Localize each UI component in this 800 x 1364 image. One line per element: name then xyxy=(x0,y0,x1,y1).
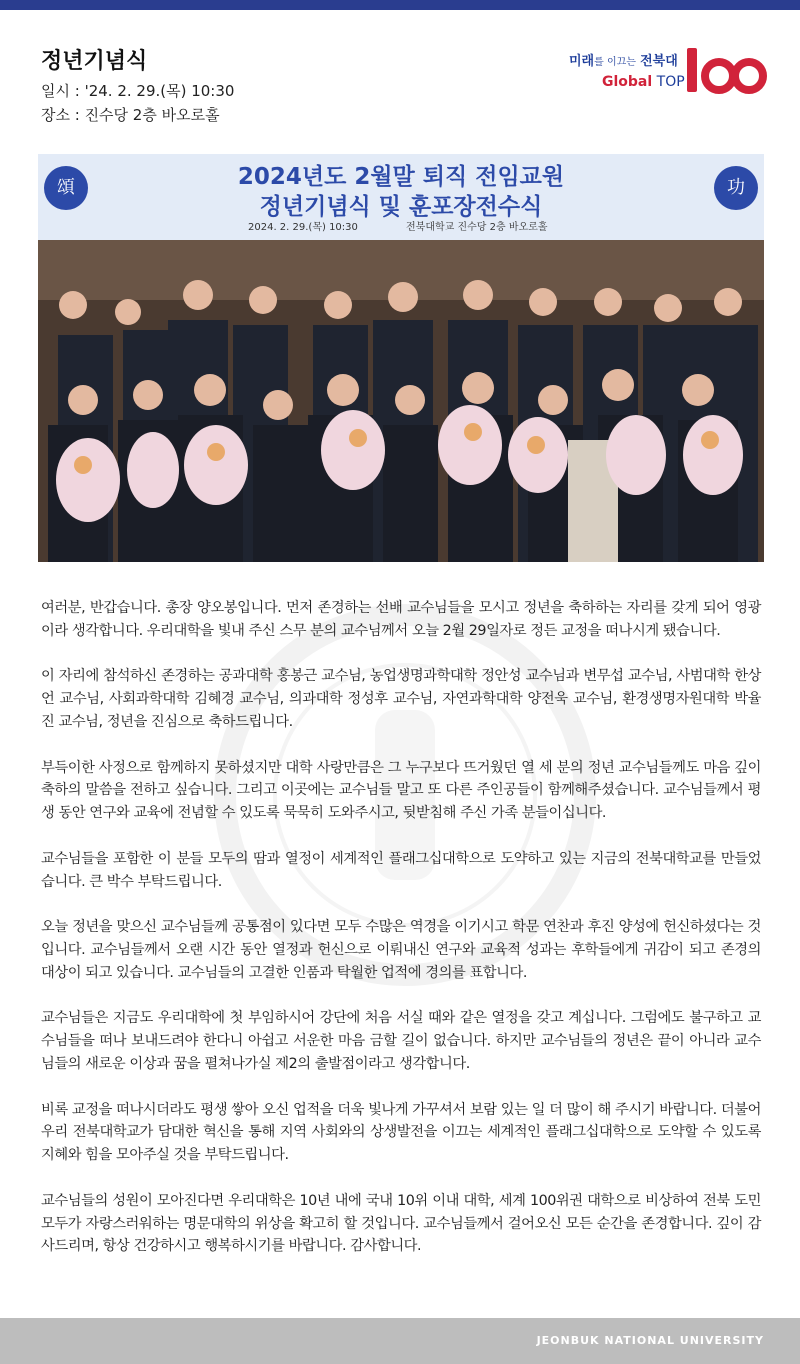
logo-slogan xyxy=(569,50,678,69)
group-photo-people xyxy=(38,240,764,562)
global-top100-logo xyxy=(565,44,765,96)
footer-university-name: JEONBUK NATIONAL UNIVERSITY xyxy=(536,1334,764,1347)
logo-global-top xyxy=(602,74,685,90)
logo-100-mark xyxy=(685,44,767,96)
seal-right-icon: 功 xyxy=(714,166,758,210)
banner-title-line2: 정년기념식 및 훈포장전수식 xyxy=(259,194,543,220)
event-place: 장소 : 진수당 2층 바오로홀 xyxy=(41,106,220,124)
speech-paragraph: 교수님들은 지금도 우리대학에 첫 부임하시어 강단에 처음 서실 때와 같은 열정을 갖고 계십니다. 그럼에도 불구하고 교수님들을 떠나 보내드려야 한다니 아쉽고 서운한 마음 금할 길이 없습니다. 하지만 교수님들의 정년은 끝이 아니라 교수님들의 새로운 이상과 꿈을 펼쳐나가실 제2의 출발점이라고 생각합니다. xyxy=(41,1010,761,1072)
speech-paragraph: 교수님들을 포함한 이 분들 모두의 땀과 열정이 세계적인 플래그십대학으로 도약하고 있는 지금의 전북대학교를 만들었습니다. 큰 박수 부탁드립니다. xyxy=(41,850,761,890)
page-title: 정년기념식 xyxy=(41,49,148,74)
banner-place: 전북대학교 진수당 2층 바오로홀 xyxy=(406,222,548,233)
ceremony-photo xyxy=(38,154,764,562)
top-accent-bar xyxy=(0,0,800,10)
event-date: 일시 : '24. 2. 29.(목) 10:30 xyxy=(41,82,235,100)
banner-title-line1: 2024년도 2월말 퇴직 전임교원 xyxy=(237,164,565,190)
banner-date: 2024. 2. 29.(목) 10:30 xyxy=(248,222,358,233)
speech-paragraph: 이 자리에 참석하신 존경하는 공과대학 홍봉근 교수님, 농업생명과학대학 정안성 교수님과 변무섭 교수님, 사범대학 한상언 교수님, 사회과학대학 김혜경 교수님, 의과대학 정성후 교수님, 자연과학대학 양전욱 교수님, 환경생명자원대학 박율진 교수님, 정년을 진심으로 축하드립니다. xyxy=(41,668,761,730)
logo-global: Global xyxy=(602,74,653,90)
speech-paragraph: 부득이한 사정으로 함께하지 못하셨지만 대학 사랑만큼은 그 누구보다 뜨거웠던 열 세 분의 정년 교수님들께도 마음 깊이 축하의 말씀을 전하고 싶습니다. 그리고 이곳에는 교수님들 말고 또 다른 주인공들이 함께해주셨습니다. 교수님들께서 평생 동안 연구와 교육에 전념할 수 있도록 묵묵히 도와주시고, 뒷받침해 주신 가족 분들이십니다. xyxy=(41,759,761,822)
seal-left-icon: 頌 xyxy=(44,166,88,210)
speech-paragraph: 교수님들의 성원이 모아진다면 우리대학은 10년 내에 국내 10위 이내 대학, 세계 100위권 대학으로 비상하여 전북 도민 모두가 자랑스러워하는 명문대학의 위상을 확고히 할 것입니다. 교수님들께서 걸어오신 모든 순간을 존경합니다. 깊이 감사드리며, 항상 건강하시고 행복하시기를 바랍니다. 감사합니다. xyxy=(41,1192,761,1255)
speech-paragraph: 여러분, 반갑습니다. 총장 양오봉입니다. 먼저 존경하는 선배 교수님들을 모시고 정년을 축하하는 자리를 갖게 되어 영광이라 생각합니다. 우리대학을 빛내 주신 스무 분의 교수님께서 오늘 2월 29일자로 정든 교정을 떠나시게 됐습니다. xyxy=(41,600,761,639)
speech-paragraph: 오늘 정년을 맞으신 교수님들께 공통점이 있다면 모두 수많은 역경을 이기시고 학문 연찬과 후진 양성에 헌신하셨다는 것입니다. 교수님들께서 오랜 시간 동안 열정과 헌신으로 이뤄내신 연구와 교육적 성과는 후학들에게 귀감이 되고 존경의 대상이 되고 있습니다. 교수님들의 고결한 인품과 탁월한 업적에 경의를 표합니다. xyxy=(41,919,761,981)
footer-bar xyxy=(0,1318,800,1364)
event-banner xyxy=(38,154,764,240)
logo-slogan-leading: 를 이끄는 xyxy=(594,57,636,68)
speech-body xyxy=(41,597,761,1281)
speech-paragraph: 비록 교정을 떠나시더라도 평생 쌓아 오신 업적을 더욱 빛나게 가꾸셔서 보람 있는 일 더 많이 해 주시기 바랍니다. 더불어 우리 전북대학교가 담대한 혁신을 통해 지역 사회와의 상생발전을 이끄는 세계적인 플래그십대학으로 도약할 수 있도록 지혜와 힘을 모아주실 것을 부탁드립니다. xyxy=(41,1101,761,1164)
logo-slogan-future: 미래 xyxy=(569,54,595,69)
logo-slogan-jbnu: 전북대 xyxy=(640,54,678,69)
logo-top: TOP xyxy=(656,74,685,90)
